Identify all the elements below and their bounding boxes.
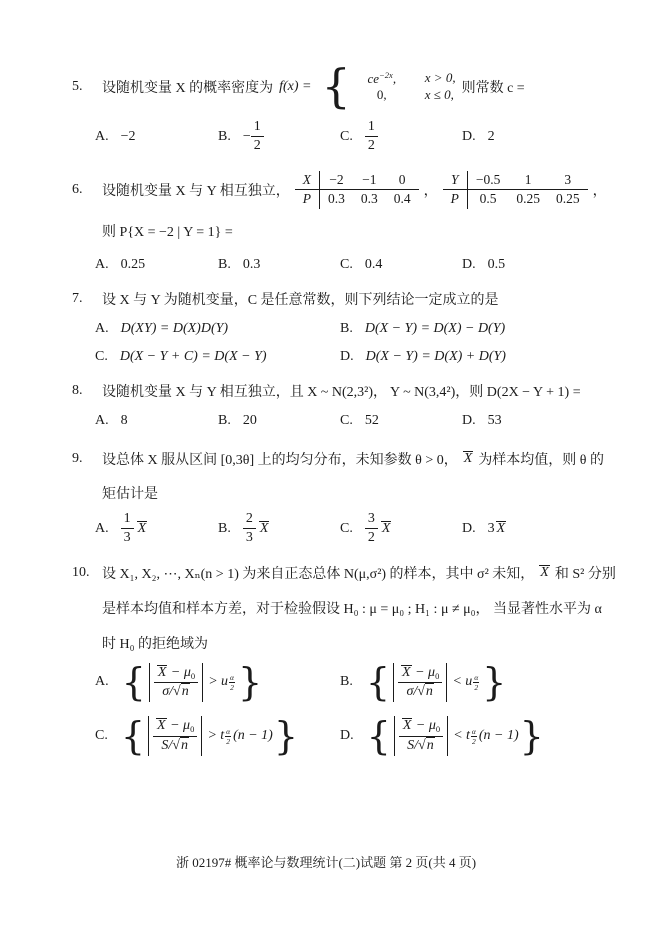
- q9-xbar-symbol: X: [463, 451, 473, 467]
- q9-option-d-xbar: X: [496, 521, 506, 537]
- q10-option-d-fraction: [399, 718, 443, 754]
- q7-option-a-value: D(XY) = D(X)D(Y): [120, 321, 229, 337]
- q10-option-d: [340, 714, 612, 759]
- q10-option-d-absolute-value: [394, 716, 448, 756]
- q9-option-a-numerator: 1: [121, 511, 134, 529]
- question-5: [72, 59, 612, 155]
- mu-subscript: 0: [435, 724, 441, 735]
- minus-mu: − μ: [415, 718, 436, 734]
- question-10-line2: 是样本均值和样本方差，对于检验假设 H₀ : μ = μ₀ ; H₁ : μ ≠ μ₀， 当显著性水平为 α: [102, 601, 602, 617]
- s-over-root: S/√: [161, 738, 180, 754]
- question-7-options-row1: [95, 321, 612, 337]
- alpha: α: [474, 672, 479, 682]
- question-10-options-row2: [95, 714, 612, 759]
- q8-option-d-label: D.: [462, 413, 476, 429]
- q8-option-b-value: 20: [242, 413, 257, 429]
- q5-option-a-label: A.: [95, 128, 109, 144]
- q5-fx: f(x) =: [279, 78, 312, 94]
- q9-option-b-label: B.: [218, 520, 231, 536]
- alpha: α: [230, 672, 234, 682]
- alpha-over-2-subscript: [471, 727, 477, 746]
- q8-option-b: [218, 413, 340, 429]
- mu-subscript: 0: [190, 724, 195, 735]
- q9-option-b-fraction: [243, 511, 256, 546]
- q10-option-a-fraction: [154, 665, 198, 701]
- q10-option-b-absolute-value: [393, 663, 447, 703]
- question-9-stem-pre: 设总体 X 服从区间 [0,3θ] 上的均匀分布，未知参数 θ > 0，: [102, 453, 458, 469]
- question-10-number: 10.: [72, 564, 90, 580]
- q8-option-d-value: 53: [487, 413, 502, 429]
- q9-option-b-xbar: X: [259, 521, 269, 537]
- two: 2: [226, 736, 230, 746]
- q10-option-b-numerator: [398, 665, 442, 684]
- root-argument: n: [426, 738, 434, 754]
- q6-table-x-prob: 0.3: [360, 191, 378, 207]
- question-9-stem-row: [72, 449, 612, 469]
- question-5-stem-post: 则常数 c =: [461, 80, 525, 96]
- question-8-number: 8.: [72, 383, 83, 399]
- q10-option-a-formula: { $\frac{X - \mu_0}{\sigma/√n}$ > u α 2 }: [121, 660, 263, 705]
- q6-table-x-value: −1: [353, 171, 386, 190]
- question-5-number: 5.: [72, 78, 83, 94]
- q7-option-c: [95, 349, 340, 365]
- q6-table-x-prob: 0.3: [327, 191, 345, 207]
- q5-cases-grid: [353, 70, 456, 103]
- q5-case-1: [353, 70, 456, 87]
- q10-option-d-numerator: [399, 718, 443, 737]
- minus-mu: − μ: [415, 664, 436, 680]
- q10-option-c-absolute-value: [148, 716, 202, 756]
- q5-option-c-numerator: 1: [365, 119, 378, 137]
- alpha-over-2-subscript: [225, 727, 231, 746]
- q7-option-b: [340, 321, 612, 337]
- q10-option-d-label: D.: [340, 728, 354, 744]
- xbar: X: [157, 718, 166, 734]
- q10-option-c-label: C.: [95, 728, 108, 744]
- q5-piecewise-function: [321, 59, 456, 113]
- question-5-stem-pre: 设随机变量 X 的概率密度为: [102, 80, 274, 96]
- q10-option-d-formula: { $\frac{X - \mu_0}{S/√n}$ < t α 2 (n − 1) }: [366, 714, 544, 759]
- question-6-stem-pre: 设随机变量 X 与 Y 相互独立，: [102, 183, 290, 199]
- q9-option-c-xbar: X: [381, 521, 391, 537]
- q5-case1-expression: [353, 70, 411, 87]
- minus-mu: − μ: [170, 718, 191, 734]
- q6-table-y-prob: 0.25: [555, 191, 580, 207]
- q10-option-c-tail: (n − 1): [233, 728, 273, 744]
- q10-option-b-formula: { $\frac{X - \mu_0}{\sigma/√n}$ < u α 2 }: [365, 660, 507, 705]
- q10-option-c-numerator: [153, 718, 197, 737]
- q10-option-c: [95, 714, 340, 759]
- mu-subscript: 0: [435, 670, 440, 681]
- q6-distribution-table-y: [443, 171, 588, 210]
- question-5-stem-row: [72, 59, 612, 113]
- xbar: X: [402, 718, 412, 734]
- q8-option-c: [340, 413, 462, 429]
- question-8: [72, 381, 612, 429]
- q5-case1-condition: x > 0,: [424, 70, 456, 86]
- q5-option-b-denominator: 2: [253, 138, 261, 154]
- q6-table-x-prob-row: [295, 190, 419, 209]
- q6-option-d: [462, 257, 612, 273]
- q7-option-c-value: D(X − Y + C) = D(X − Y): [119, 349, 267, 365]
- q5-case1-comma: ,: [392, 71, 397, 87]
- q6-table-y-value: 3: [548, 171, 588, 190]
- q10-xbar-symbol: X: [540, 564, 549, 580]
- q10-option-b-relation: <: [453, 674, 462, 690]
- question-7-options-row2: [95, 349, 612, 365]
- question-9-number: 9.: [72, 451, 83, 467]
- q9-option-a-denominator: 3: [123, 530, 131, 546]
- q10-option-d-tail: (n − 1): [478, 728, 519, 744]
- two: 2: [230, 682, 234, 692]
- question-9-stem-post: 为样本均值，则 θ 的: [478, 453, 605, 469]
- q6-option-c-label: C.: [340, 257, 353, 273]
- q8-option-a-label: A.: [95, 413, 109, 429]
- alpha-over-2-subscript: [473, 673, 479, 692]
- q10-option-c-statistic: t: [220, 728, 225, 744]
- q6-table-y-prob: 0.5: [479, 191, 497, 207]
- q5-option-b-label: B.: [218, 128, 231, 144]
- q9-option-b: [218, 511, 340, 546]
- q5-option-d: [462, 129, 612, 145]
- q7-option-d-label: D.: [340, 349, 354, 365]
- s-over-root: S/√: [407, 738, 426, 754]
- q5-option-b-fraction: [251, 119, 264, 154]
- q9-option-c-denominator: 2: [367, 530, 375, 546]
- question-10-line3: 时 H₀ 的拒绝域为: [102, 636, 208, 652]
- q6-table-x-prob: 0.4: [393, 191, 411, 207]
- question-10-stem-row: [72, 563, 616, 583]
- question-9-stem-line2: 矩估计是: [102, 487, 158, 503]
- q5-case-2: [353, 87, 456, 103]
- q10-option-a-denominator: [154, 683, 198, 700]
- q10-option-a: [95, 660, 340, 705]
- minus-mu: − μ: [170, 664, 191, 680]
- q10-option-d-relation: <: [454, 728, 463, 744]
- q5-option-c: [340, 119, 462, 154]
- question-6-number: 6.: [72, 181, 83, 197]
- q6-table-y-prob-label: P: [443, 190, 468, 209]
- q10-option-b-statistic: u: [465, 674, 473, 690]
- q7-option-a: [95, 321, 340, 337]
- question-7-stem-row: [72, 289, 612, 309]
- q10-option-a-absolute-value: [149, 663, 203, 703]
- q5-option-b-minus: −: [242, 128, 251, 144]
- q8-option-a-value: 8: [120, 413, 128, 429]
- question-6-options: [95, 257, 612, 273]
- question-6-stem-row: [72, 171, 612, 210]
- q9-option-a-label: A.: [95, 520, 109, 536]
- q7-option-a-label: A.: [95, 321, 109, 337]
- root-argument: n: [425, 684, 433, 700]
- q9-option-a: [95, 511, 218, 546]
- q10-option-b-label: B.: [340, 674, 353, 690]
- q6-option-d-value: 0.5: [487, 257, 506, 273]
- q9-option-c: [340, 511, 462, 546]
- q6-table-x-variable: X: [295, 171, 320, 190]
- q8-option-a: [95, 413, 218, 429]
- question-10: [72, 563, 616, 759]
- q10-option-a-statistic: u: [221, 674, 229, 690]
- q5-case2-condition: x ≤ 0,: [424, 87, 454, 103]
- q6-separator-1: ，: [423, 183, 438, 199]
- question-8-options: [95, 413, 612, 429]
- q9-option-b-numerator: 2: [243, 511, 256, 529]
- q10-option-c-fraction: [153, 718, 197, 754]
- q5-option-b: [218, 119, 340, 154]
- q5-case1-base: ce: [367, 71, 380, 87]
- q8-option-b-label: B.: [218, 413, 231, 429]
- q7-option-b-label: B.: [340, 321, 353, 337]
- q9-option-a-fraction: [121, 511, 134, 546]
- q6-option-a-label: A.: [95, 257, 109, 273]
- q6-option-c-value: 0.4: [364, 257, 383, 273]
- q9-option-c-fraction: [365, 511, 378, 546]
- question-10-line1-post: 和 S² 分别: [554, 566, 616, 582]
- q10-option-c-relation: >: [208, 728, 217, 744]
- question-7-number: 7.: [72, 291, 83, 307]
- question-6-stem-line2: 则 P{X = −2 | Y = 1} =: [102, 225, 233, 241]
- two: 2: [474, 682, 479, 692]
- q6-option-b-label: B.: [218, 257, 231, 273]
- q10-option-c-denominator: [153, 737, 197, 754]
- alpha: α: [471, 726, 476, 736]
- q9-option-c-label: C.: [340, 520, 353, 536]
- q5-option-a: [95, 129, 218, 145]
- two: 2: [472, 736, 476, 746]
- q6-option-b: [218, 257, 340, 273]
- q5-option-c-fraction: [365, 119, 378, 154]
- q6-separator-2: ，: [592, 183, 607, 199]
- q10-option-b: [340, 660, 612, 705]
- question-5-options: [95, 119, 612, 154]
- q5-option-d-value: 2: [487, 128, 495, 144]
- question-8-stem: 设随机变量 X 与 Y 相互独立，且 X ~ N(2,3²)， Y ~ N(3,4²)，则 D(2X − Y + 1) =: [102, 385, 581, 401]
- q7-option-b-value: D(X − Y) = D(X) − D(Y): [364, 321, 506, 337]
- xbar: X: [157, 664, 167, 680]
- q10-option-d-statistic: t: [466, 728, 470, 744]
- q10-option-c-formula: { $\frac{X - \mu_0}{S/√n}$ > t α 2 (n − 1) }: [120, 714, 299, 759]
- q6-option-a-value: 0.25: [120, 257, 146, 273]
- q9-option-b-denominator: 3: [245, 530, 253, 546]
- sigma-over-root: σ/√: [406, 684, 425, 700]
- question-7-stem: 设 X 与 Y 为随机变量，C 是任意常数，则下列结论一定成立的是: [102, 293, 499, 309]
- xbar: X: [402, 664, 411, 680]
- q7-option-d-value: D(X − Y) = D(X) + D(Y): [365, 349, 506, 365]
- q10-option-a-numerator: [154, 665, 198, 684]
- q6-table-y-value-row: [443, 171, 588, 190]
- q6-table-y-value: −0.5: [467, 171, 508, 190]
- q6-table-x-value-row: [295, 171, 419, 190]
- q7-option-c-label: C.: [95, 349, 108, 365]
- q6-option-d-label: D.: [462, 257, 476, 273]
- q8-option-c-label: C.: [340, 413, 353, 429]
- q10-option-a-label: A.: [95, 674, 109, 690]
- sigma-over-root: σ/√: [162, 684, 181, 700]
- q7-option-d: [340, 349, 612, 365]
- q6-option-a: [95, 257, 218, 273]
- page-footer: 浙 02197# 概率论与数理统计(二)试题 第 2 页(共 4 页): [175, 855, 477, 870]
- alpha-over-2-subscript: [229, 673, 235, 692]
- q9-option-d-label: D.: [462, 520, 476, 536]
- question-9: [72, 449, 612, 546]
- q10-option-a-relation: >: [209, 674, 218, 690]
- q5-option-b-numerator: 1: [251, 119, 264, 137]
- q6-table-x-prob-label: P: [295, 190, 320, 209]
- q9-option-a-xbar: X: [137, 521, 147, 537]
- q6-table-x-value: −2: [319, 171, 352, 190]
- q10-option-b-denominator: [398, 683, 442, 700]
- q8-option-d: [462, 413, 612, 429]
- q6-distribution-table-x: [295, 171, 419, 210]
- mu-subscript: 0: [190, 670, 196, 681]
- q9-option-c-numerator: 3: [365, 511, 378, 529]
- question-10-options-row1: [95, 660, 612, 705]
- q6-table-y-value: 1: [508, 171, 548, 190]
- q5-option-c-denominator: 2: [367, 138, 375, 154]
- left-curly-brace: {: [321, 59, 351, 113]
- q5-option-d-label: D.: [462, 128, 476, 144]
- root-argument: n: [180, 738, 188, 754]
- q6-table-x-value: 0: [386, 171, 419, 190]
- q5-case1-exponent: −2x: [379, 70, 393, 81]
- q6-table-y-prob: 0.25: [516, 191, 540, 207]
- q5-case2-expression: 0,: [376, 87, 387, 103]
- q5-option-c-label: C.: [340, 128, 353, 144]
- q10-option-b-fraction: [398, 665, 442, 701]
- q9-option-d-coefficient: 3: [487, 520, 495, 536]
- root-argument: n: [181, 684, 189, 700]
- q6-table-y-prob-row: [443, 190, 588, 209]
- q10-option-d-denominator: [399, 737, 443, 754]
- q9-option-d: [462, 521, 612, 537]
- question-10-line1-pre: 设 X₁, X₂, ⋯, Xₙ(n > 1) 为来自正态总体 N(μ,σ²) 的样本，其中 σ² 未知，: [102, 566, 535, 582]
- q6-table-y-variable: Y: [443, 171, 468, 190]
- question-6: [72, 171, 612, 274]
- question-8-stem-row: [72, 381, 612, 401]
- q8-option-c-value: 52: [364, 413, 379, 429]
- alpha: α: [226, 726, 231, 736]
- q6-option-b-value: 0.3: [242, 257, 261, 273]
- q6-option-c: [340, 257, 462, 273]
- question-9-options: [95, 511, 612, 546]
- question-7: [72, 289, 612, 365]
- q5-option-a-value: −2: [120, 128, 136, 144]
